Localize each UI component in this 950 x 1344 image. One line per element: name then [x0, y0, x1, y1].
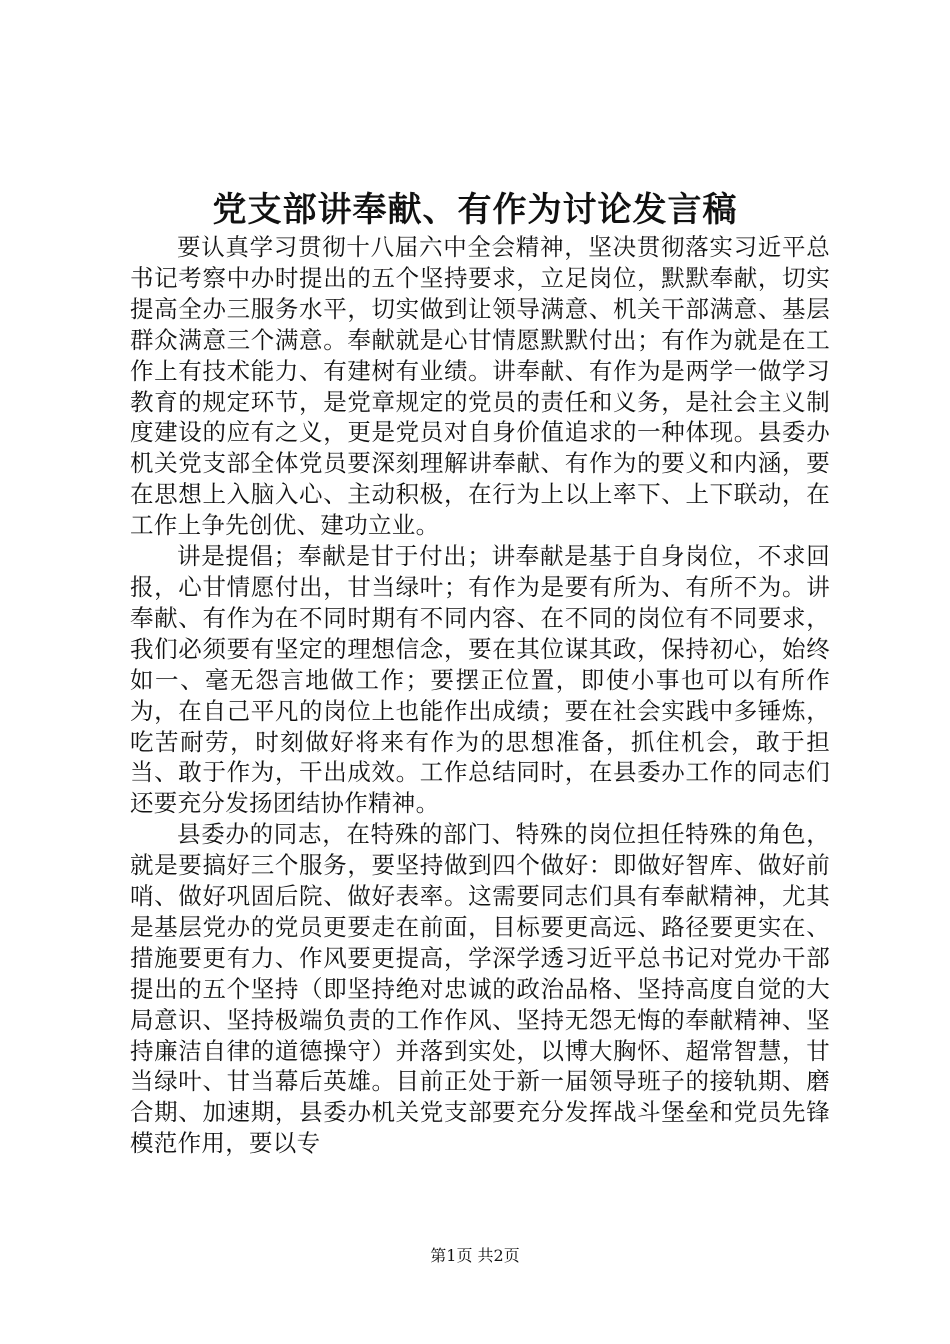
- document-body: [130, 232, 830, 1159]
- document-title: 党支部讲奉献、有作为讨论发言稿: [212, 190, 738, 230]
- page-footer: 第1页 共2页: [430, 1246, 520, 1265]
- paragraph-2: 讲是提倡；奉献是甘于付出；讲奉献是基于自身岗位，不求回报，心甘情愿付出，甘当绿叶；有作为是要有所为、有所不为。讲奉献、有作为在不同时期有不同内容、在不同的岗位有不同要求，我们必须要有坚定的理想信念，要在其位谋其政，保持初心，始终如一、毫无怨言地做工作；要摆正位置，即使小事也可以有所作为，在自己平凡的岗位上也能作出成绩；要在社会实践中多锤炼，吃苦耐劳，时刻做好将来有作为的思想准备，抓住机会，敢于担当、敢于作为，干出成效。工作总结同时，在县委办工作的同志们还要充分发扬团结协作精神。: [130, 542, 830, 818]
- paragraph-3: 县委办的同志，在特殊的部门、特殊的岗位担任特殊的角色，就是要搞好三个服务，要坚持做到四个做好：即做好智库、做好前哨、做好巩固后院、做好表率。这需要同志们具有奉献精神，尤其是基层党办的党员更要走在前面，目标要更高远、路径要更实在、措施要更有力、作风要更提高，学深学透习近平总书记对党办干部提出的五个坚持（即坚持绝对忠诚的政治品格、坚持高度自觉的大局意识、坚持极端负责的工作作风、坚持无怨无悔的奉献精神、坚持廉洁自律的道德操守）并落到实处，以博大胸怀、超常智慧，甘当绿叶、甘当幕后英雄。目前正处于新一届领导班子的接轨期、磨合期、加速期，县委办机关党支部要充分发挥战斗堡垒和党员先锋模范作用，要以专: [130, 820, 830, 1158]
- paragraph-1: 要认真学习贯彻十八届六中全会精神，坚决贯彻落实习近平总书记考察中办时提出的五个坚持要求，立足岗位，默默奉献，切实提高全办三服务水平，切实做到让领导满意、机关干部满意、基层群众满意三个满意。奉献就是心甘情愿默默付出；有作为就是在工作上有技术能力、有建树有业绩。讲奉献、有作为是两学一做学习教育的规定环节，是党章规定的党员的责任和义务，是社会主义制度建设的应有之义，更是党员对自身价值追求的一种体现。县委办机关党支部全体党员要深刻理解讲奉献、有作为的要义和内涵，要在思想上入脑入心、主动积极，在行为上以上率下、上下联动，在工作上争先创优、建功立业。: [130, 233, 830, 540]
